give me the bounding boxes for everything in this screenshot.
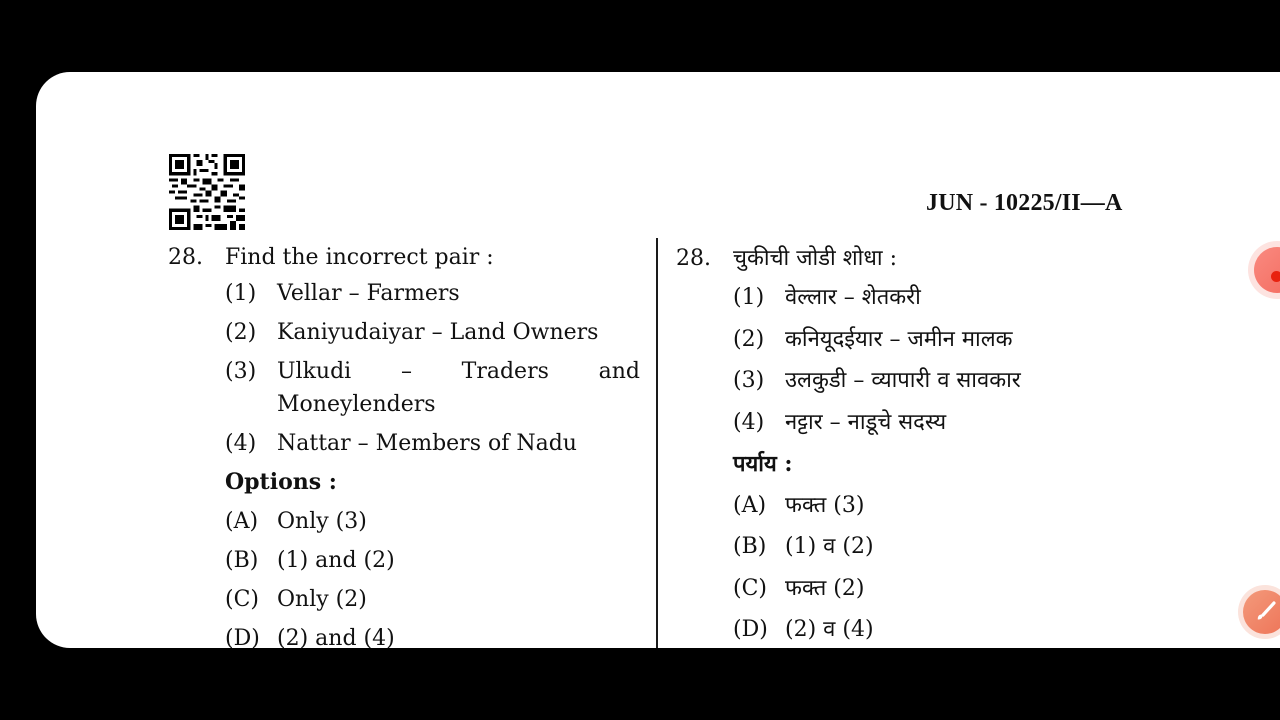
marathi-column — [676, 238, 1116, 648]
options-title: Options : — [225, 469, 337, 495]
question-heading — [168, 238, 640, 277]
draw-button-face — [1243, 590, 1280, 634]
option-label: (A) — [225, 509, 259, 534]
pair-label: (2) — [733, 326, 765, 352]
pair-text: Nattar – Members of Nadu — [277, 431, 577, 456]
option-item — [225, 583, 640, 616]
pair-meaning-word: and — [598, 359, 640, 384]
document-page — [36, 72, 1280, 648]
pair-dash: – — [400, 359, 412, 384]
paintbrush-icon — [1253, 600, 1277, 624]
record-dot-icon — [1271, 271, 1280, 282]
question-number: 28. — [168, 245, 203, 270]
pair-text: उलकुडी – व्यापारी व सावकार — [785, 368, 1021, 393]
option-item — [733, 571, 1116, 607]
qr-code-icon — [168, 154, 246, 230]
option-text: Only (3) — [277, 509, 367, 534]
option-text: (1) and (2) — [277, 548, 395, 573]
english-column — [168, 238, 640, 648]
option-label: (D) — [733, 617, 768, 642]
pair-label: (3) — [733, 368, 765, 393]
pair-item — [733, 405, 1116, 441]
pair-item — [225, 277, 640, 310]
option-text: (2) व (4) — [785, 617, 874, 642]
option-item — [225, 622, 640, 648]
pair-meaning-word: Traders — [461, 359, 549, 384]
question-text: Find the incorrect pair : — [225, 245, 494, 270]
option-item — [733, 612, 1116, 648]
options-title: पर्याय : — [733, 451, 793, 477]
pair-item — [225, 427, 640, 460]
pair-text: वेल्लार – शेतकरी — [785, 285, 921, 310]
option-item — [733, 488, 1116, 524]
pair-label: (3) — [225, 359, 257, 384]
option-text: फक्त (2) — [785, 575, 865, 601]
question-number: 28. — [676, 246, 711, 271]
pair-label: (4) — [225, 431, 257, 456]
option-label: (C) — [733, 575, 767, 601]
option-item — [733, 529, 1116, 565]
question-text: चुकीची जोडी शोधा : — [733, 246, 898, 271]
pair-text: Kaniyudaiyar – Land Owners — [277, 320, 599, 345]
pair-item — [225, 316, 640, 349]
pair-item — [225, 355, 640, 421]
pair-text-wrapped — [277, 355, 640, 421]
question-heading — [676, 238, 1116, 280]
option-label: (B) — [733, 534, 767, 559]
pair-term: Ulkudi — [277, 359, 352, 384]
pair-text: नट्टार – नाडूचे सदस्य — [785, 409, 947, 435]
option-text: फक्त (3) — [785, 492, 865, 518]
option-item — [225, 505, 640, 538]
pair-item — [733, 363, 1116, 399]
pair-text: कनियूदईयार – जमीन मालक — [785, 326, 1013, 352]
option-label: (B) — [225, 548, 259, 573]
pair-label: (1) — [733, 285, 765, 310]
pair-text-line-1 — [277, 355, 640, 388]
pair-text: Vellar – Farmers — [277, 281, 460, 306]
record-button-face — [1254, 247, 1280, 293]
column-divider — [656, 238, 658, 648]
pair-label: (2) — [225, 320, 257, 345]
option-text: (2) and (4) — [277, 626, 395, 648]
pair-label: (1) — [225, 281, 257, 306]
option-text: Only (2) — [277, 587, 367, 612]
pair-text-line-2: Moneylenders — [277, 392, 436, 417]
option-text: (1) व (2) — [785, 534, 874, 559]
document-code: JUN - 10225/II—A — [926, 190, 1123, 216]
option-item — [225, 544, 640, 577]
pair-label: (4) — [733, 409, 765, 435]
option-label: (A) — [733, 492, 767, 518]
option-label: (C) — [225, 587, 259, 612]
option-label: (D) — [225, 626, 260, 648]
pair-item — [733, 280, 1116, 316]
pair-item — [733, 322, 1116, 358]
